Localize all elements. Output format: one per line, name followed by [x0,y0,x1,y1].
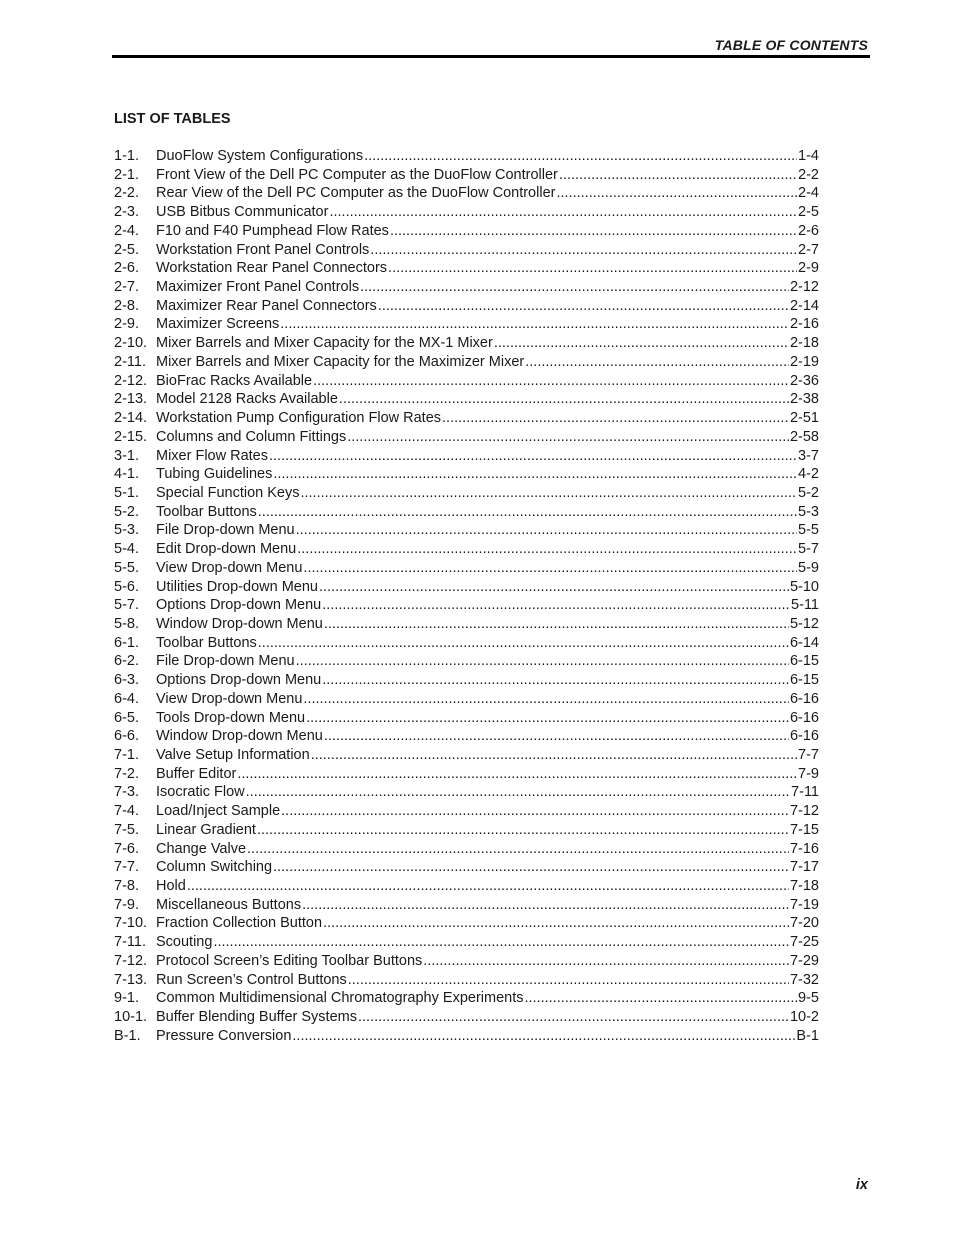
toc-dot-leader [524,989,797,1008]
toc-entry-page: 7-11 [791,784,819,801]
toc-entry-number: 6-4. [114,690,139,707]
toc-entry-number: 2-9. [114,316,139,333]
toc-entry-page: 2-18 [789,335,819,352]
toc-entry-title: Pressure Conversion [156,1027,292,1044]
toc-dot-leader [297,540,797,559]
toc-entry-title: Mixer Barrels and Mixer Capacity for the Maximizer Mixer [156,353,525,370]
toc-entry-number: 7-8. [114,878,139,895]
toc-dot-leader [187,877,789,896]
toc-dot-leader [302,896,789,915]
toc-entry-page: 7-15 [789,821,819,838]
toc-entry-title: Common Multidimensional Chromatography Experiments [156,990,524,1007]
toc-entry-title: Utilities Drop-down Menu [156,578,318,595]
toc-dot-leader [311,746,797,765]
toc-entry[interactable] [114,652,819,671]
toc-entry-page: 7-18 [789,878,819,895]
toc-entry-number: 2-15. [114,428,148,445]
toc-dot-leader [322,596,790,615]
toc-entry-page: 7-20 [789,915,819,932]
toc-entry[interactable] [114,372,819,391]
toc-entry-number: 2-7. [114,279,139,296]
toc-entry-number: 2-5. [114,241,139,258]
toc-entry-page: 5-3 [798,503,819,520]
toc-entry-title: Workstation Pump Configuration Flow Rates [156,410,442,427]
toc-dot-leader [364,147,797,166]
toc-entry-number: 5-4. [114,541,139,558]
toc-entry-page: 2-58 [789,428,819,445]
toc-entry-title: Run Screen’s Control Buttons [156,971,347,988]
toc-list [114,147,819,1046]
toc-entry-title: Special Function Keys [156,484,300,501]
toc-entry[interactable] [114,727,819,746]
toc-entry-page: 2-9 [798,260,819,277]
toc-dot-leader [292,1027,795,1046]
toc-entry-title: Fraction Collection Button [156,915,323,932]
toc-dot-leader [388,259,797,278]
toc-entry[interactable] [114,409,819,428]
toc-dot-leader [358,1008,789,1027]
toc-entry[interactable] [114,315,819,334]
toc-dot-leader [360,278,789,297]
toc-entry-page: 6-16 [789,728,819,745]
toc-entry-title: Maximizer Rear Panel Connectors [156,297,377,314]
toc-entry-number: 5-5. [114,559,139,576]
toc-entry-title: Load/Inject Sample [156,803,281,820]
toc-entry[interactable] [114,877,819,896]
toc-entry-number: 7-9. [114,896,139,913]
toc-entry-page: 7-16 [789,840,819,857]
toc-entry-number: 7-5. [114,821,139,838]
list-of-tables-heading: LIST OF TABLES [114,111,231,127]
toc-entry-title: Maximizer Screens [156,316,280,333]
toc-entry-number: 5-8. [114,615,139,632]
toc-entry-number: 6-6. [114,728,139,745]
toc-entry[interactable] [114,222,819,241]
toc-entry-title: Buffer Editor [156,765,237,782]
toc-entry-page: B-1 [796,1027,819,1044]
toc-entry-number: 9-1. [114,990,139,1007]
toc-entry[interactable] [114,521,819,540]
toc-dot-leader [370,241,797,260]
toc-entry-title: Maximizer Front Panel Controls [156,279,360,296]
toc-entry-title: DuoFlow System Configurations [156,148,364,164]
toc-entry-page: 5-12 [789,615,819,632]
toc-entry-page: 2-5 [798,204,819,221]
toc-entry-title: Isocratic Flow [156,784,245,801]
toc-dot-leader [378,297,789,316]
toc-entry[interactable] [114,989,819,1008]
running-header-title: TABLE OF CONTENTS [714,37,868,53]
toc-dot-leader [339,390,789,409]
toc-entry-page: 10-2 [789,1009,819,1026]
toc-entry-title: Mixer Flow Rates [156,447,268,464]
toc-entry-title: Window Drop-down Menu [156,615,323,632]
toc-entry[interactable] [114,465,819,484]
toc-dot-leader [323,914,789,933]
toc-entry-number: 5-1. [114,484,139,501]
toc-entry-number: 7-1. [114,747,139,763]
toc-entry-number: 1-1. [114,148,139,164]
toc-entry-page: 2-51 [789,410,819,427]
toc-entry[interactable] [114,802,819,821]
toc-entry-title: Window Drop-down Menu [156,728,323,745]
toc-dot-leader [303,690,789,709]
toc-entry-page: 4-2 [798,466,819,483]
toc-entry-number: 2-1. [114,166,139,183]
toc-entry-title: BioFrac Racks Available [156,372,313,389]
toc-dot-leader [306,709,789,728]
toc-entry[interactable] [114,503,819,522]
toc-entry-number: 2-12. [114,372,148,389]
toc-dot-leader [213,933,789,952]
toc-entry[interactable] [114,578,819,597]
toc-entry-title: Scouting [156,934,213,951]
toc-entry-title: Options Drop-down Menu [156,672,322,689]
toc-entry-number: 6-2. [114,653,139,670]
toc-entry[interactable] [114,709,819,728]
toc-entry[interactable] [114,184,819,203]
toc-dot-leader [313,372,789,391]
toc-entry-title: Front View of the Dell PC Computer as the DuoFlow Controller [156,166,558,183]
toc-entry-page: 1-4 [798,148,819,164]
toc-entry[interactable] [114,1008,819,1027]
toc-entry-number: 7-4. [114,803,139,820]
toc-entry-page: 6-14 [789,634,819,651]
toc-entry-title: Change Valve [156,840,247,857]
toc-dot-leader [390,222,797,241]
toc-dot-leader [257,821,789,840]
toc-entry-page: 5-9 [798,559,819,576]
toc-entry-number: 5-6. [114,578,139,595]
toc-entry-title: USB Bitbus Communicator [156,204,329,221]
toc-entry-number: 7-6. [114,840,139,857]
toc-entry-page: 2-36 [789,372,819,389]
toc-entry-page: 7-7 [798,747,819,763]
toc-entry-number: 7-2. [114,765,139,782]
toc-entry-number: 2-10. [114,335,148,352]
toc-entry-page: 2-14 [789,297,819,314]
toc-entry[interactable] [114,634,819,653]
toc-entry-page: 2-4 [798,185,819,202]
toc-entry-page: 5-11 [791,597,819,614]
toc-entry-page: 5-7 [798,541,819,558]
toc-entry-title: Rear View of the Dell PC Computer as the DuoFlow Controller [156,185,556,202]
toc-dot-leader [494,334,789,353]
toc-dot-leader [258,503,797,522]
toc-entry-number: 2-14. [114,410,148,427]
toc-entry[interactable] [114,259,819,278]
toc-dot-leader [247,840,789,859]
toc-dot-leader [329,203,797,222]
toc-entry-title: Edit Drop-down Menu [156,541,297,558]
toc-dot-leader [324,615,789,634]
toc-entry[interactable] [114,952,819,971]
toc-entry[interactable] [114,615,819,634]
toc-entry[interactable] [114,783,819,802]
toc-entry-page: 2-16 [789,316,819,333]
toc-entry-page: 7-12 [789,803,819,820]
toc-entry[interactable] [114,447,819,466]
toc-entry-page: 7-32 [789,971,819,988]
toc-entry[interactable] [114,765,819,784]
toc-entry-page: 9-5 [798,990,819,1007]
toc-entry-page: 7-19 [789,896,819,913]
toc-dot-leader [347,428,789,447]
toc-entry-title: Workstation Front Panel Controls [156,241,370,258]
toc-dot-leader [556,184,797,203]
toc-dot-leader [525,353,789,372]
toc-entry-page: 2-12 [789,279,819,296]
toc-dot-leader [258,634,789,653]
toc-entry-title: Model 2128 Racks Available [156,391,338,408]
toc-entry-number: 3-1. [114,447,139,464]
toc-entry[interactable] [114,166,819,185]
toc-entry[interactable] [114,971,819,990]
toc-entry-title: Linear Gradient [156,821,256,838]
toc-entry-page: 6-16 [789,709,819,726]
toc-entry[interactable] [114,334,819,353]
toc-entry-number: 2-4. [114,222,139,239]
toc-entry-number: 2-6. [114,260,139,277]
toc-entry[interactable] [114,933,819,952]
toc-entry-number: 10-1. [114,1009,148,1026]
toc-entry-number: 6-5. [114,709,139,726]
toc-entry-number: 5-7. [114,597,139,614]
toc-entry-title: Workstation Rear Panel Connectors [156,260,388,277]
toc-dot-leader [273,465,797,484]
toc-entry[interactable] [114,858,819,877]
toc-entry-title: Columns and Column Fittings [156,428,347,445]
header-rule [112,55,870,58]
toc-entry-number: B-1. [114,1027,141,1044]
toc-entry-page: 7-29 [789,952,819,969]
toc-entry[interactable] [114,1027,819,1046]
toc-entry-number: 7-10. [114,915,148,932]
toc-dot-leader [280,315,789,334]
toc-entry-number: 6-3. [114,672,139,689]
toc-entry[interactable] [114,896,819,915]
toc-entry[interactable] [114,821,819,840]
toc-dot-leader [296,521,797,540]
toc-entry[interactable] [114,596,819,615]
toc-entry-page: 3-7 [798,447,819,464]
toc-entry-title: File Drop-down Menu [156,653,295,670]
toc-entry-number: 7-7. [114,859,139,876]
toc-entry-title: F10 and F40 Pumphead Flow Rates [156,222,389,239]
toc-entry-title: Tubing Guidelines [156,466,273,483]
toc-entry-page: 6-16 [789,690,819,707]
toc-entry-page: 2-2 [798,166,819,183]
toc-entry[interactable] [114,840,819,859]
toc-dot-leader [348,971,789,990]
toc-entry[interactable] [114,484,819,503]
toc-entry-title: Hold [156,878,186,895]
toc-entry-page: 7-9 [798,765,819,782]
toc-entry-title: Miscellaneous Buttons [156,896,302,913]
toc-entry[interactable] [114,297,819,316]
toc-entry[interactable] [114,690,819,709]
toc-dot-leader [237,765,797,784]
toc-entry-page: 6-15 [789,672,819,689]
page-number: ix [855,1177,868,1193]
toc-entry-number: 7-3. [114,784,139,801]
toc-dot-leader [322,671,789,690]
toc-entry-title: Mixer Barrels and Mixer Capacity for the MX-1 Mixer [156,335,493,352]
toc-entry-title: Column Switching [156,859,273,876]
toc-entry[interactable] [114,559,819,578]
toc-dot-leader [273,858,789,877]
toc-entry[interactable] [114,914,819,933]
toc-entry-number: 5-2. [114,503,139,520]
toc-entry[interactable] [114,428,819,447]
toc-entry[interactable] [114,278,819,297]
toc-entry-number: 2-11. [114,353,146,370]
toc-entry-title: Toolbar Buttons [156,634,257,651]
toc-entry-page: 2-38 [789,391,819,408]
toc-entry-title: File Drop-down Menu [156,522,295,539]
toc-entry-page: 5-5 [798,522,819,539]
toc-dot-leader [281,802,789,821]
toc-entry[interactable] [114,390,819,409]
toc-entry-page: 7-25 [789,934,819,951]
toc-dot-leader [300,484,797,503]
toc-entry-title: View Drop-down Menu [156,690,303,707]
toc-dot-leader [269,447,797,466]
toc-entry-page: 5-10 [789,578,819,595]
toc-entry-page: 7-17 [789,859,819,876]
toc-entry-title: Tools Drop-down Menu [156,709,306,726]
toc-dot-leader [303,559,797,578]
toc-entry-number: 2-3. [114,204,139,221]
toc-entry-title: Protocol Screen’s Editing Toolbar Buttons [156,952,423,969]
toc-entry-page: 2-6 [798,222,819,239]
toc-entry-title: View Drop-down Menu [156,559,303,576]
toc-entry-number: 4-1. [114,466,139,483]
toc-entry[interactable] [114,203,819,222]
toc-entry-title: Buffer Blending Buffer Systems [156,1009,357,1026]
toc-entry-number: 2-8. [114,297,139,314]
toc-entry-number: 7-13. [114,971,148,988]
toc-entry-title: Toolbar Buttons [156,503,257,520]
toc-dot-leader [324,727,789,746]
toc-entry[interactable] [114,241,819,260]
toc-entry[interactable] [114,353,819,372]
toc-entry[interactable] [114,671,819,690]
toc-entry-page: 2-7 [798,241,819,258]
toc-entry[interactable] [114,147,819,166]
toc-entry-title: Options Drop-down Menu [156,597,322,614]
toc-entry-page: 5-2 [798,484,819,501]
toc-entry-number: 5-3. [114,522,139,539]
toc-dot-leader [442,409,789,428]
toc-entry-title: Valve Setup Information [156,747,310,763]
toc-entry-page: 6-15 [789,653,819,670]
toc-entry-number: 7-11. [114,934,146,951]
toc-entry-number: 2-13. [114,391,148,408]
toc-dot-leader [319,578,789,597]
toc-entry[interactable] [114,746,819,765]
toc-entry-number: 6-1. [114,634,139,651]
toc-dot-leader [423,952,789,971]
toc-entry-number: 7-12. [114,952,148,969]
toc-dot-leader [246,783,790,802]
toc-dot-leader [559,166,797,185]
toc-entry[interactable] [114,540,819,559]
toc-entry-page: 2-19 [789,353,819,370]
toc-entry-number: 2-2. [114,185,139,202]
toc-dot-leader [296,652,789,671]
